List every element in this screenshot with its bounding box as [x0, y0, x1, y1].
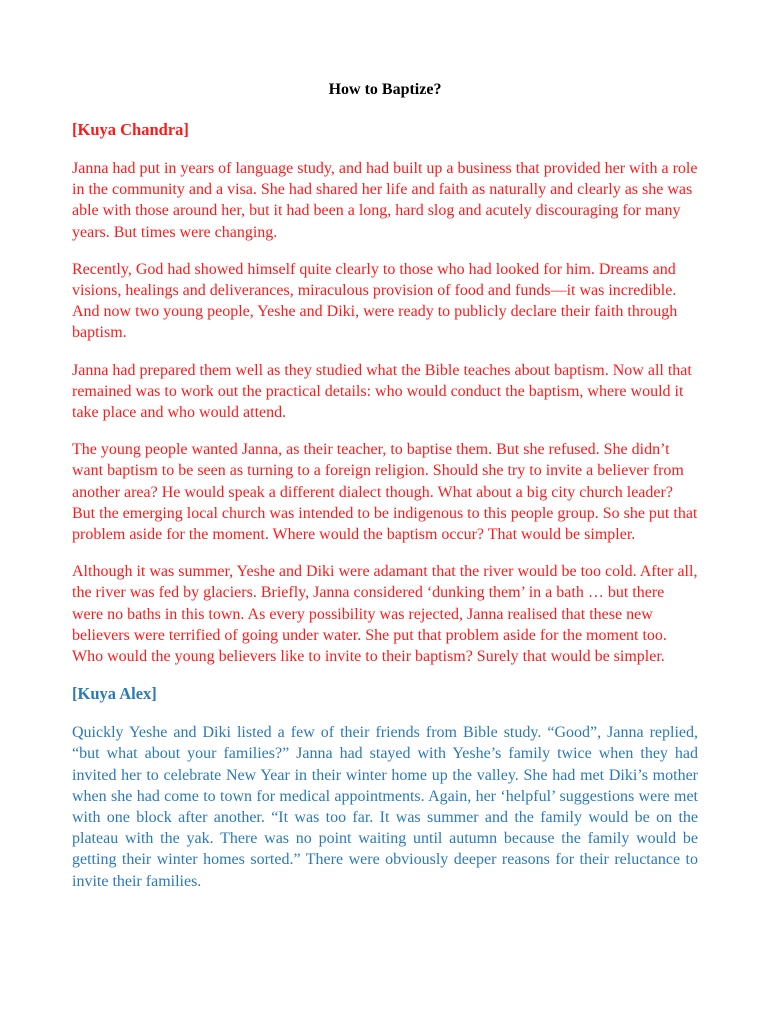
section-heading-kuya-alex: [Kuya Alex]	[72, 684, 157, 704]
paragraph: The young people wanted Janna, as their teacher, to baptise them. But she refused. She didn’t want baptism to be seen as turning to a foreign religion. Should she try to invite a believer from another area? He would speak a different dialect though. What about a big city church leader? But the emerging local church was intended to be indigenous to this people group. So she put that problem aside for the moment. Where would the baptism occur? That would be simpler.	[72, 441, 698, 544]
paragraph: Recently, God had showed himself quite clearly to those who had looked for him. Dreams and visions, healings and deliverances, miraculous provision of food and funds—it was incredible. And now two young people, Yeshe and Diki, were ready to publicly declare their faith through baptism.	[72, 260, 678, 342]
paragraph: Janna had prepared them well as they studied what the Bible teaches about baptism. Now all that remained was to work out the practical details: who would conduct the baptism, where would it take place and who would attend.	[72, 361, 692, 422]
paragraph: Janna had put in years of language study, and had built up a business that provided her with a role in the community and a visa. She had shared her life and faith as naturally and clearly as she was able with those around her, but it had been a long, hard slog and acutely discouraging for many years. But times were changing.	[72, 160, 698, 241]
section-heading-kuya-chandra: [Kuya Chandra]	[72, 120, 189, 139]
document-title: How to Baptize?	[328, 81, 442, 98]
paragraph: Although it was summer, Yeshe and Diki were adamant that the river would be too cold. After all, the river was fed by glaciers. Briefly, Janna considered ‘dunking them’ in a bath … but there were no baths in this town. As every possibility was rejected, Janna realised that these new believers were terrified of going under water. She put that problem aside for the moment too. Who would the young believers like to invite to their baptism? Surely that would be simpler.	[72, 563, 698, 666]
paragraph: Quickly Yeshe and Diki listed a few of their friends from Bible study. “Good”, Janna replied, “but what about your families?” Janna had stayed with Yeshe’s family twice when they had invited her to celebrate New Year in their winter home up the valley. She had met Diki’s mother when she had come to town for medical appointments. Again, her ‘helpful’ suggestions were met with one block after another. “It was too far. It was summer and the family would be on the plateau with the yak. There was no point waiting until autumn because the family would be getting their winter homes sorted.” There were obviously deeper reasons for their reluctance to invite their families.	[72, 724, 698, 890]
document-page	[72, 80, 698, 908]
